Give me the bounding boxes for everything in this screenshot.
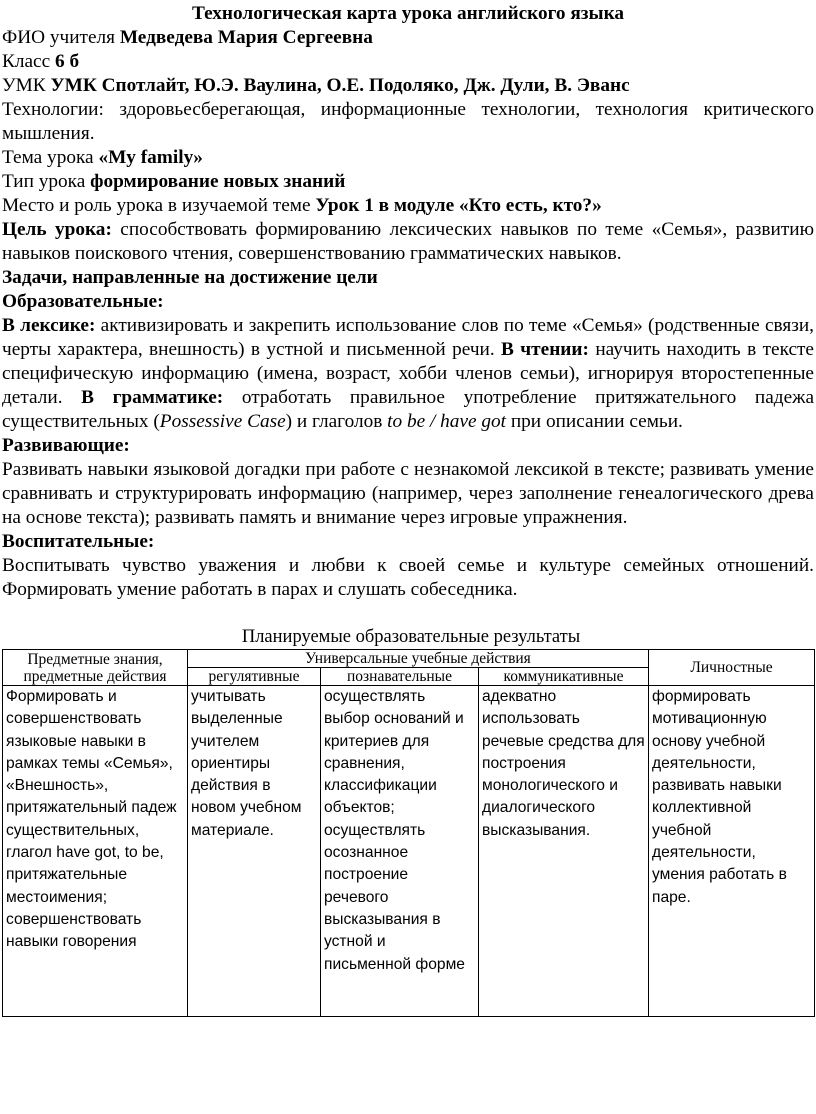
topic-value: «My family»	[98, 147, 203, 168]
upbringing-heading: Воспитательные:	[2, 531, 155, 552]
lesson-place-label: Место и роль урока в изучаемой теме	[2, 195, 316, 216]
grammar-text-1: отработать правильное употребление притяжательного падежа существительных (	[2, 387, 815, 432]
cell-personal-text: формировать мотивационную основу учебной деятельности, развивать навыки коллективной учебной деятельности, умения работать в паре.	[652, 688, 787, 906]
topic-line	[2, 146, 814, 170]
cell-subject	[3, 686, 188, 1017]
umk-value: УМК Спотлайт, Ю.Э. Ваулина, О.Е. Подоляко, Дж. Дули, В. Эванс	[50, 75, 630, 96]
educational-heading: Образовательные:	[2, 291, 164, 312]
cell-regulative	[188, 686, 321, 1017]
grammar-label: В грамматике:	[81, 387, 224, 408]
cell-regulative-text: учитывать выделенные учителем ориентиры действия в новом учебном материале.	[191, 688, 302, 839]
educational-paragraph	[2, 314, 814, 434]
header-regulative: регулятивные	[188, 668, 321, 686]
class-label: Класс	[2, 51, 55, 72]
header-universal: Универсальные учебные действия	[188, 650, 649, 668]
cell-subject-text: Формировать и совершенствовать языковые навыки в рамках темы «Семья», «Внешность», притяжательный падеж существительных, глагол have got, to be, притяжательные местоимения; совершенствовать навыки говорения	[6, 688, 177, 951]
developing-heading: Развивающие:	[2, 435, 130, 456]
goal-text: способствовать формированию лексических навыков по теме «Семья», развитию навыков поискового чтения, совершенствованию грамматических навыков.	[2, 219, 814, 264]
goal-paragraph	[2, 218, 814, 266]
technologies-paragraph: Технологии: здоровьесберегающая, информационные технологии, технология критического мышления.	[2, 99, 814, 144]
lesson-place-line	[2, 194, 814, 218]
header-subject: Предметные знания, предметные действия	[3, 650, 188, 686]
lesson-place-value: Урок 1 в модуле «Кто есть, кто?»	[315, 195, 602, 216]
lexis-text: активизировать и закрепить использование слов по теме «Семья» (родственные связи, черты характера, внешность) в устной и письменной речи.	[2, 315, 814, 360]
class-line	[2, 50, 814, 74]
class-value: 6 б	[54, 51, 80, 72]
results-table-caption: Планируемые образовательные результаты	[241, 627, 581, 647]
grammar-text-3: при описании семьи.	[506, 411, 683, 432]
umk-label: УМК	[2, 75, 51, 96]
cell-cognitive-text: осуществлять выбор оснований и критериев для сравнения, классификации объектов; осуществлять осознанное построение речевого высказывания в устной и письменной форме	[324, 688, 465, 973]
reading-label: В чтении:	[501, 339, 589, 360]
developing-paragraph: Развивать навыки языковой догадки при работе с незнакомой лексикой в тексте; развивать умение сравнивать и структурировать информацию (например, через заполнение генеалогического древа на основе текста); развивать память и внимание через игровые упражнения.	[2, 459, 814, 528]
tasks-heading: Задачи, направленные на достижение цели	[2, 267, 378, 288]
lesson-type-label: Тип урока	[2, 171, 91, 192]
header-communicative: коммуникативные	[479, 668, 649, 686]
cell-communicative	[479, 686, 649, 1017]
teacher-line	[2, 26, 814, 50]
grammar-term-possessive: Possessive Case	[159, 411, 286, 432]
grammar-text-2: ) и глаголов	[285, 411, 388, 432]
results-table	[2, 649, 815, 1017]
cell-communicative-text: адекватно использовать речевые средства для построения монологического и диалогического высказывания.	[482, 688, 645, 839]
table-header-row	[3, 650, 815, 668]
lesson-type-line	[2, 170, 814, 194]
cell-cognitive	[321, 686, 479, 1017]
document-title: Технологическая карта урока английского языка	[191, 3, 625, 24]
table-row	[3, 686, 815, 1017]
spacer	[2, 602, 814, 626]
header-personal: Личностные	[649, 650, 815, 686]
grammar-term-verbs: to be / have got	[387, 411, 507, 432]
lexis-label: В лексике:	[2, 315, 96, 336]
upbringing-paragraph: Воспитывать чувство уважения и любви к своей семье и культуре семейных отношений. Формировать умение работать в парах и слушать собеседника.	[2, 555, 814, 600]
header-cognitive: познавательные	[321, 668, 479, 686]
topic-label: Тема урока	[2, 147, 99, 168]
umk-line	[2, 74, 814, 98]
reading-text: научить находить в тексте специфическую информацию (имена, возраст, хобби членов семьи), игнорируя второстепенные детали.	[2, 339, 814, 408]
cell-personal	[649, 686, 815, 1017]
teacher-name: Медведева Мария Сергеевна	[119, 27, 373, 48]
lesson-type-value: формирование новых знаний	[90, 171, 346, 192]
teacher-label: ФИО учителя	[2, 27, 120, 48]
goal-label: Цель урока:	[2, 219, 112, 240]
